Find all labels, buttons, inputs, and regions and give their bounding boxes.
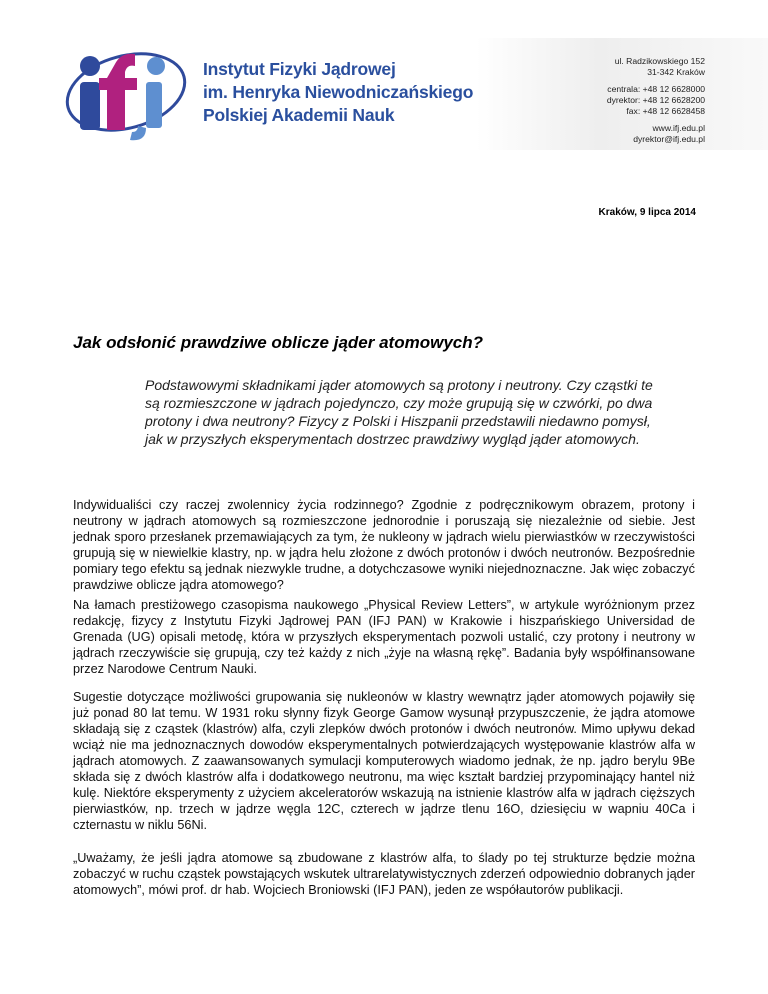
address-line: 31-342 Kraków bbox=[647, 67, 705, 77]
contact-block bbox=[607, 56, 705, 145]
phone-line: dyrektor: +48 12 6628200 bbox=[606, 95, 705, 105]
email-link[interactable]: dyrektor@ifj.edu.pl bbox=[633, 134, 705, 144]
body-paragraph: Na łamach prestiżowego czasopisma naukowego „Physical Review Letters”, w artykule wyróżnionym przez redakcję, fizycy z Instytutu Fizyki Jądrowej PAN (IFJ PAN) w Krakowie i hiszpańskiego Universidad de Grenada (UG) opisali metodę, która w przyszłych eksperymentach pozwoli ustalić, czy protony i neutrony w jądrach rzeczywiście się grupują, czy też każdy z nich „żyje na własną rękę”. Badania były współfinansowane przez Narodowe Centrum Nauki. bbox=[73, 598, 695, 676]
document-date: Kraków, 9 lipca 2014 bbox=[598, 207, 696, 218]
lead-paragraph: Podstawowymi składnikami jąder atomowych są protony i neutrony. Czy cząstki te są rozmieszczone w jądrach pojedynczo, czy może grupują się w czwórki, po dwa protony i dwa neutrony? Fizycy z Polski i Hiszpanii przedstawili niedawno pomysł, jak w przyszłych eksperymentach dostrzec prawdziwy wygląd jąder atomowych. bbox=[145, 377, 653, 447]
institute-name-line: Polskiej Akademii Nauk bbox=[203, 105, 395, 125]
ifj-logo-icon bbox=[60, 44, 190, 144]
address-line: ul. Radzikowskiego 152 bbox=[614, 56, 705, 66]
phone-line: fax: +48 12 6628458 bbox=[626, 106, 705, 116]
website-link[interactable]: www.ifj.edu.pl bbox=[652, 123, 705, 133]
institute-name-line: im. Henryka Niewodniczańskiego bbox=[203, 82, 474, 102]
institute-name bbox=[203, 58, 473, 127]
body-paragraph: Sugestie dotyczące możliwości grupowania się nukleonów w klastry wewnątrz jąder atomowych pojawiły się już ponad 80 lat temu. W 1931 roku słynny fizyk George Gamow wysunął przypuszczenie, że jądra atomowe składają się z cząstek (klastrów) alfa, czyli zlepków dwóch protonów i dwóch neutronów. Mimo upływu dekad wciąż nie ma jednoznacznych dowodów eksperymentalnych potwierdzających występowanie klastrów alfa w jądrach atomowych. Z zaawansowanych symulacji komputerowych wiadomo jednak, że np. jądro berylu 9Be składa się z dwóch klastrów alfa i dodatkowego neutronu, ma więc kształt bardziej przypominający hantel niż kulę. Niektóre eksperymenty z użyciem akceleratorów wskazują na istnienie klastrów alfa w jądrach cięższych pierwiastków, np. trzech w jądrze węgla 12C, czterech w jądrze tlenu 16O, dziesięciu w wapniu 40Ca i czternastu w niklu 56Ni. bbox=[73, 690, 695, 832]
phone-line: centrala: +48 12 6628000 bbox=[607, 84, 705, 94]
institute-name-line: Instytut Fizyki Jądrowej bbox=[203, 59, 396, 79]
document-title: Jak odsłonić prawdziwe oblicze jąder atomowych? bbox=[73, 333, 483, 352]
body-paragraph: Indywidualiści czy raczej zwolennicy życia rodzinnego? Zgodnie z podręcznikowym obrazem, protony i neutrony w jądrach atomowych są rozmieszczone jednorodnie i poruszają się niezależnie od siebie. Jest jednak sporo przesłanek przemawiających za tym, że nukleony w jądrach wielu pierwiastków w rzeczywistości grupują się w niewielkie klastry, np. w jądra helu złożone z dwóch protonów i dwóch neutronów. Bezpośrednie pomiary tego efektu są jednak niezwykle trudne, a dotychczasowe wyniki niejednoznaczne. Jak więc zobaczyć prawdziwe oblicze jądra atomowego? bbox=[73, 498, 695, 592]
body-paragraph: „Uważamy, że jeśli jądra atomowe są zbudowane z klastrów alfa, to ślady po tej strukturze będzie można zobaczyć w ruchu cząstek powstających wskutek ultrarelatywistycznych zderzeń odpowiednio dobranych jąder atomowych”, mówi prof. dr hab. Wojciech Broniowski (IFJ PAN), jeden ze współautorów publikacji. bbox=[73, 851, 695, 897]
